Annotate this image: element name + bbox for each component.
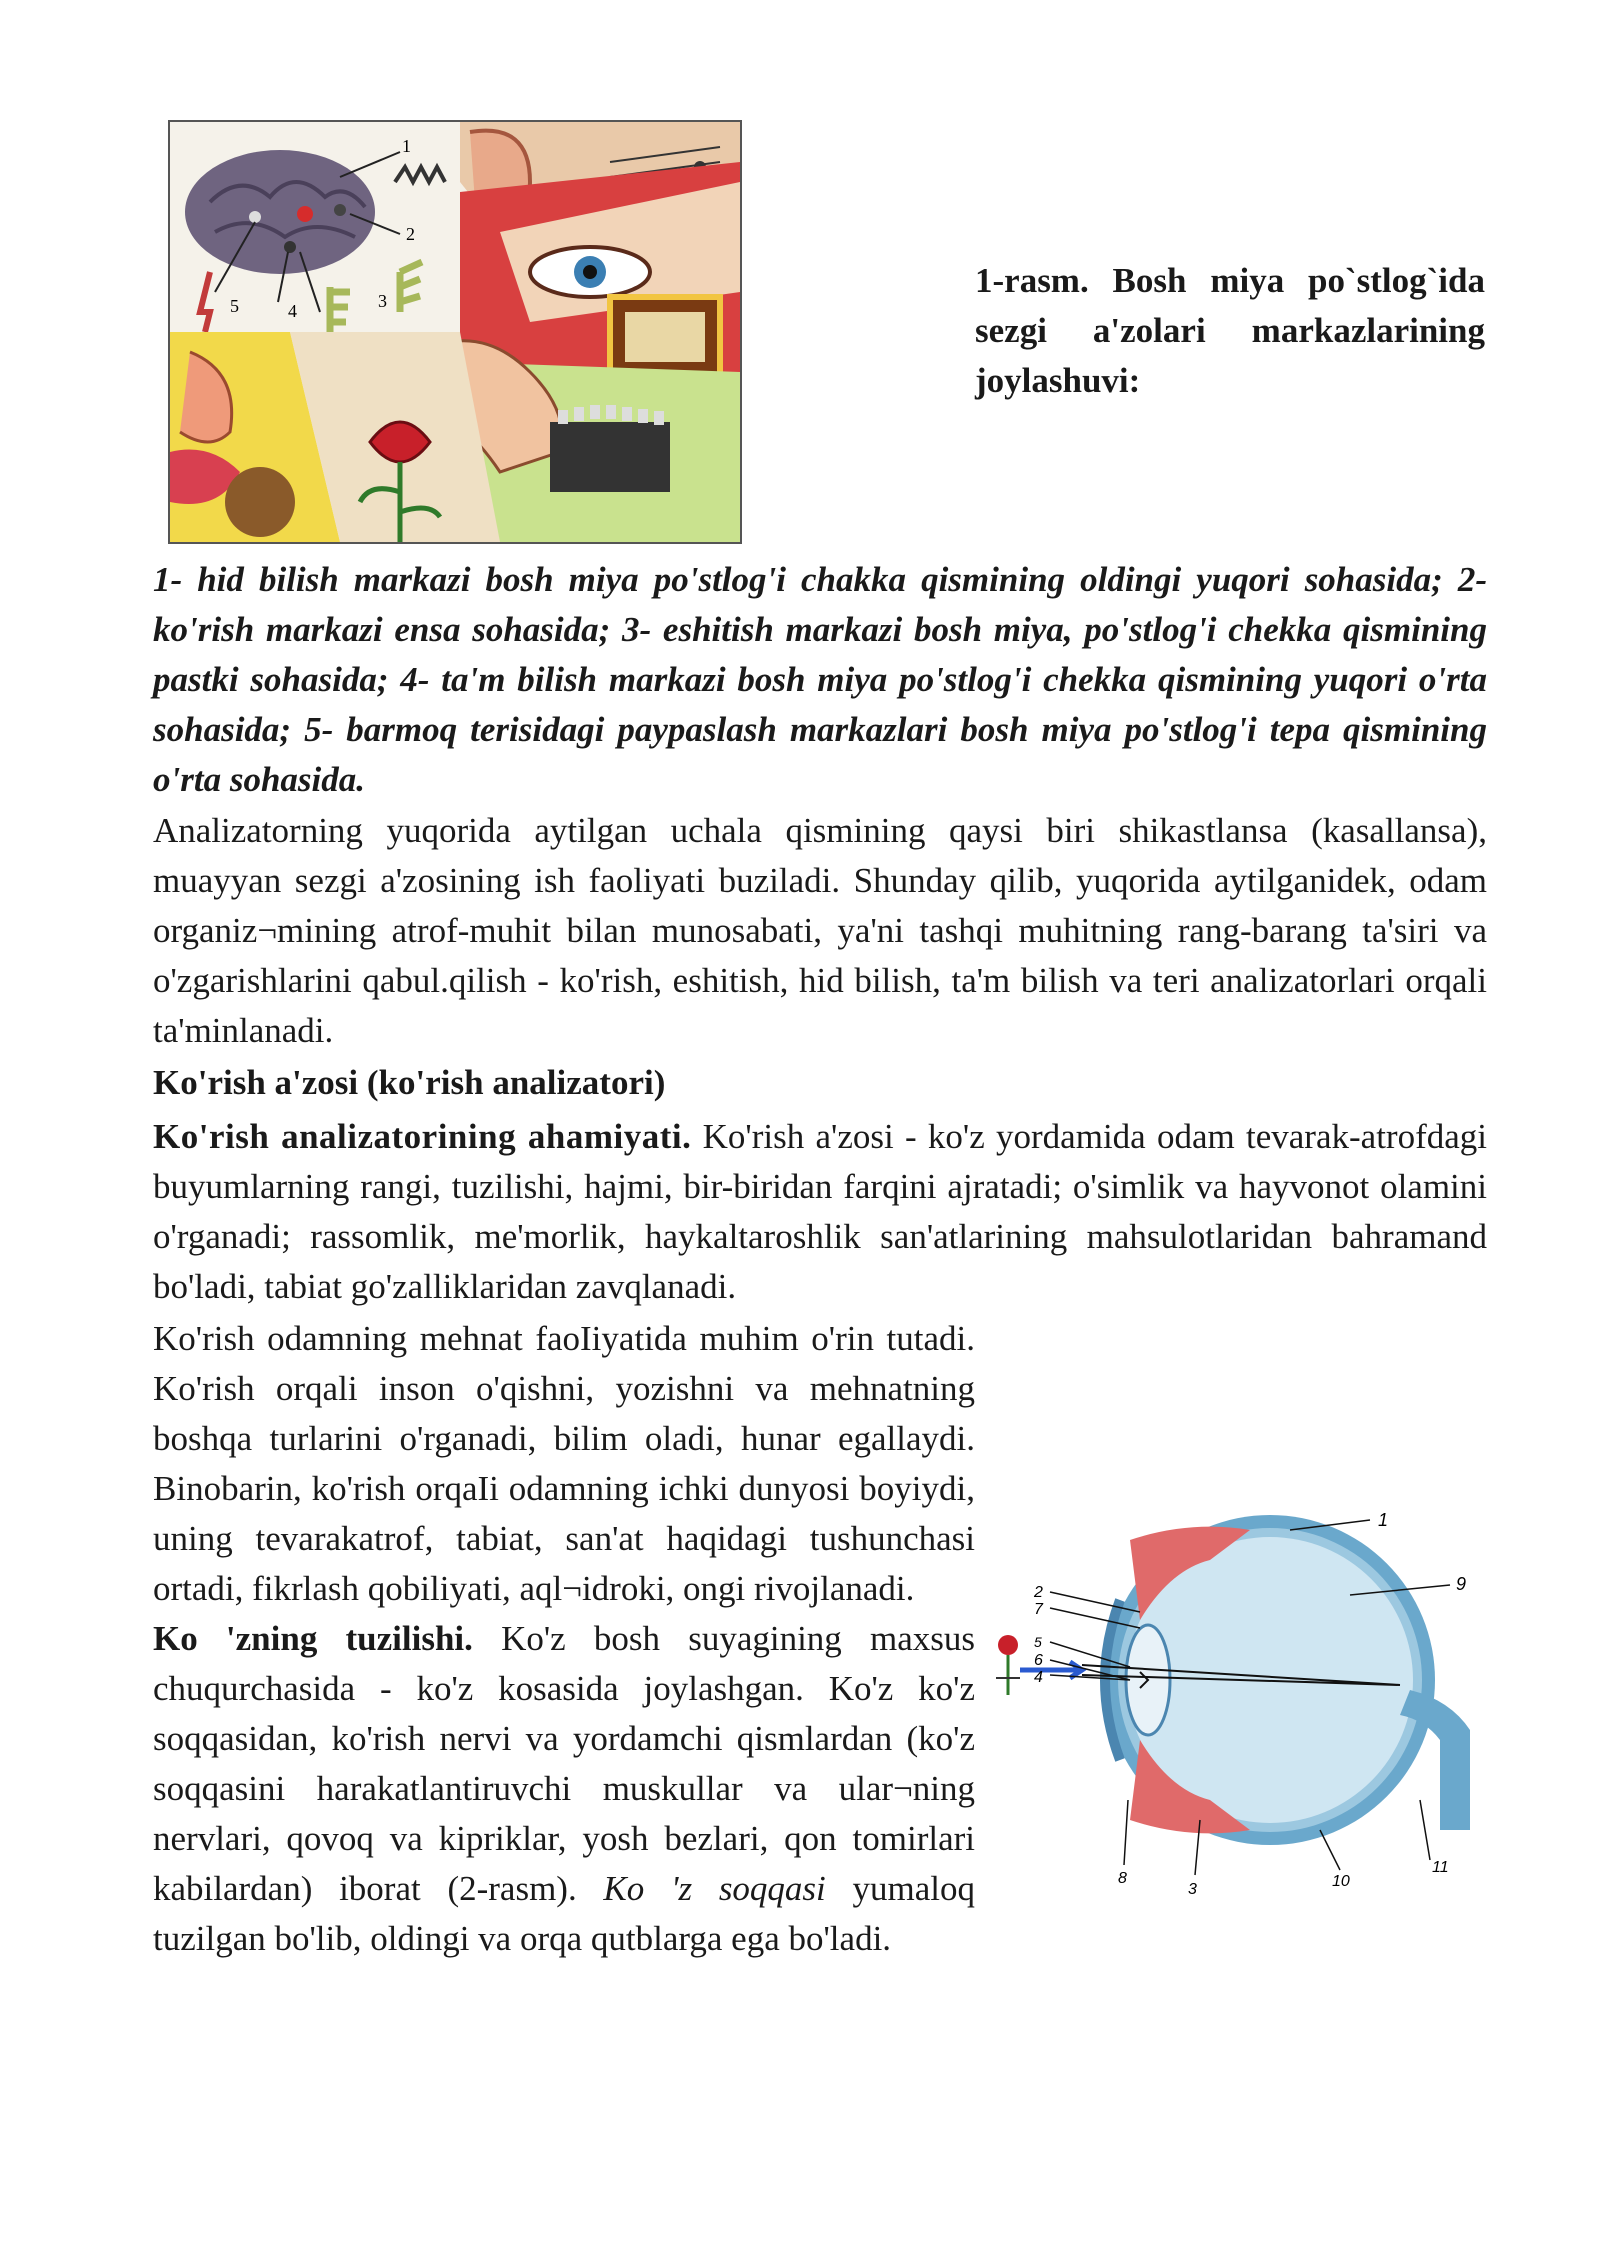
paragraph-lead: Ko'rish analizatorining ahamiyati. xyxy=(153,1117,692,1156)
section-heading-vision: Ko'rish a'zosi (ko'rish analizatori) xyxy=(153,1063,666,1102)
paragraph-text: Ko'rish a'zosi - ko'z yordamida odam tevarak-atrofdagi buyumlarning rangi, tuzilishi, hajmi, bir-biridan farqini ajratadi; o'simlik va hayvonot olamini o'rganadi; rassomlik, me'morlik, haykaltaroshlik san'atlarining mahsulotlaridan bahramand bo'ladi, tabiat go'zalliklaridan zavqlanadi. xyxy=(153,1117,1487,1306)
figure1-legend: 1- hid bilish markazi bosh miya po'stlog'i chakka qismining oldingi yuqori sohasida; 2- ko'rish markazi ensa sohasida; 3- eshitish markazi bosh miya, po'stlog'i chekka qismining pastki sohasida; 4- ta'm bilish markazi bosh miya po'stlog'i chekka qismining yuqori o'rta sohasida; 5- barmoq terisidagi paypaslash markazlari bosh miya po'stlog'i tepa qismining o'rta sohasida. xyxy=(153,560,1487,799)
fig2-label-8: 8 xyxy=(1118,1870,1127,1887)
fig1-label-1: 1 xyxy=(402,136,411,156)
fig2-label-11: 11 xyxy=(1432,1859,1449,1876)
paragraph-lead: Ko 'zning tuzilishi. xyxy=(153,1619,473,1658)
fig1-label-5: 5 xyxy=(230,296,239,316)
fig2-label-6: 6 xyxy=(1034,1652,1043,1669)
figure-sensory-centers xyxy=(168,120,742,544)
fig2-label-10: 10 xyxy=(1332,1873,1350,1890)
fig1-label-2: 2 xyxy=(406,224,415,244)
paragraph-eye-structure xyxy=(153,1614,975,1964)
paragraph-text: Ko'z bosh suyagining maxsus chuqurchasida - ko'z kosasida joylashgan. Ko'z ko'z soqqasidan, ko'rish nervi va yordamchi qismlardan (ko'z soqqasini harakatlantiruvchi muskullar va ular¬ning nervlari, qovoq va kipriklar, yosh bezlari, qon tomirlari kabilardan) iborat (2-rasm). xyxy=(153,1619,975,1908)
fig2-label-3: 3 xyxy=(1188,1881,1197,1898)
fig2-label-2: 2 xyxy=(1034,1584,1043,1601)
fig2-label-9: 9 xyxy=(1456,1574,1467,1594)
rose-icon xyxy=(996,1635,1020,1695)
figure-eye-structure xyxy=(990,1500,1490,1900)
paragraph-text: yumaloq tuzilgan bo'lib, oldingi va orqa qutblarga ega bo'ladi. xyxy=(153,1869,975,1958)
paragraph-vision-importance xyxy=(153,1112,1487,1312)
fig2-label-1: 1 xyxy=(1378,1510,1389,1530)
fig2-label-4: 4 xyxy=(1034,1669,1043,1686)
paragraph-analyzer: Analizatorning yuqorida aytilgan uchala qismining qaysi biri shikastlansa (kasallansa), muayyan sezgi a'zosining ish faoliyati buziladi. Shunday qilib, yuqorida aytilganidek, odam organiz¬mining atrof-muhit bilan munosabati, ya'ni tashqi muhitning rang-barang ta'siri va o'zgarishlarini qabul.qilish - ko'rish, eshitish, hid bilish, ta'm bilish va teri analizatorlari orqali ta'minlanadi. xyxy=(153,811,1487,1050)
paragraph-vision-labor: Ko'rish odamning mehnat faoIiyatida muhim o'rin tutadi. Ko'rish orqali inson o'qishni, yozishni va mehnatning boshqa turlarini o'rganadi, bilim oladi, hunar egallaydi. Binobarin, ko'rish orqaIi odamning ichki dunyosi boyiydi, uning tevarakatrof, tabiat, san'at haqidagi tushunchasi ortadi, fikrlash qobiliyati, aql¬idroki, ongi rivojlanadi. xyxy=(153,1319,975,1608)
fig1-label-4: 4 xyxy=(288,301,297,321)
brain-icon xyxy=(185,150,375,274)
paragraph-italic-term: Ko 'z soqqasi xyxy=(603,1869,826,1908)
left-column-text xyxy=(153,1314,975,1964)
fig2-label-5: 5 xyxy=(1034,1634,1042,1650)
fig2-label-7: 7 xyxy=(1034,1601,1043,1618)
fig1-label-3: 3 xyxy=(378,291,387,311)
figure1-caption: 1-rasm. Bosh miya po`stlog`ida sezgi a'zolari markazlarining joylashuvi: xyxy=(975,261,1485,400)
